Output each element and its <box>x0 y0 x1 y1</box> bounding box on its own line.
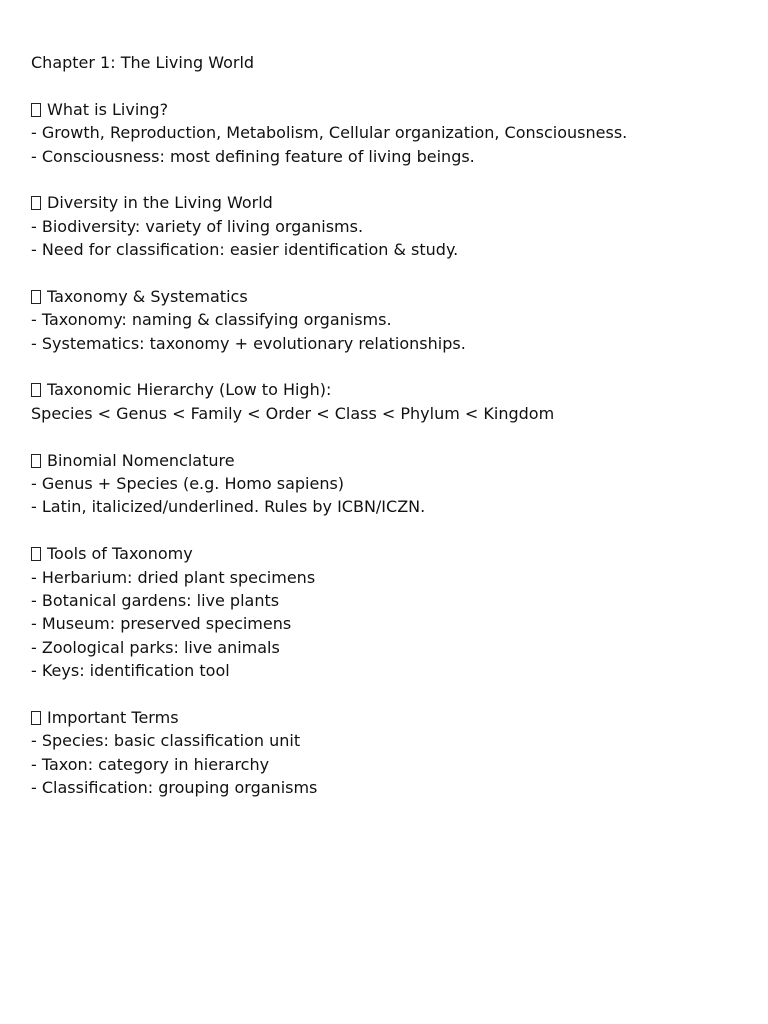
missing-glyph-icon <box>31 547 41 561</box>
section-line: - Taxonomy: naming & classifying organisms. <box>31 310 392 330</box>
document-title: Chapter 1: The Living World <box>31 53 255 72</box>
section-line: - Herbarium: dried plant specimens <box>31 567 316 587</box>
section-line: Species < Genus < Family < Order < Class < Phylum < Kingdom <box>31 403 555 423</box>
section-line: - Genus + Species (e.g. Homo sapiens) <box>31 474 345 494</box>
section-heading <box>31 542 751 565</box>
section-heading-text: Taxonomic Hierarchy (Low to High): <box>47 380 332 400</box>
section-line: - Need for classification: easier identification & study. <box>31 240 459 260</box>
section-line: - Classification: grouping organisms <box>31 778 318 798</box>
spacer <box>31 519 751 542</box>
section-line: - Keys: identification tool <box>31 661 230 681</box>
section-line: - Taxon: category in hierarchy <box>31 754 270 774</box>
section-heading-text: Tools of Taxonomy <box>47 544 193 564</box>
section-line: - Systematics: taxonomy + evolutionary relationships. <box>31 333 466 353</box>
missing-glyph-icon <box>31 711 41 725</box>
section-heading-text: Diversity in the Living World <box>47 193 273 213</box>
section-heading-text: Important Terms <box>47 707 179 727</box>
section-line: - Latin, italicized/underlined. Rules by ICBN/ICZN. <box>31 497 426 517</box>
section-heading <box>31 449 751 472</box>
missing-glyph-icon <box>31 454 41 468</box>
section-line: - Biodiversity: variety of living organisms. <box>31 216 364 236</box>
section-line: - Growth, Reproduction, Metabolism, Cellular organization, Consciousness. <box>31 123 628 143</box>
section-heading <box>31 378 751 401</box>
missing-glyph-icon <box>31 290 41 304</box>
spacer <box>31 355 751 378</box>
section-line: - Consciousness: most defining feature of living beings. <box>31 146 475 166</box>
section-heading-text: Binomial Nomenclature <box>47 450 235 470</box>
section-heading <box>31 191 751 214</box>
spacer <box>31 262 751 285</box>
section-heading-text: Taxonomy & Systematics <box>47 286 248 306</box>
section-heading-text: What is Living? <box>47 99 169 119</box>
spacer <box>31 168 751 191</box>
section-heading <box>31 285 751 308</box>
section-line: - Species: basic classification unit <box>31 731 301 751</box>
section-line: - Museum: preserved specimens <box>31 614 292 634</box>
section-heading <box>31 706 751 729</box>
spacer <box>31 74 751 97</box>
document-page <box>31 51 751 800</box>
missing-glyph-icon <box>31 196 41 210</box>
spacer <box>31 425 751 448</box>
missing-glyph-icon <box>31 383 41 397</box>
missing-glyph-icon <box>31 103 41 117</box>
section-line: - Botanical gardens: live plants <box>31 590 280 610</box>
section-heading <box>31 98 751 121</box>
section-line: - Zoological parks: live animals <box>31 637 280 657</box>
spacer <box>31 683 751 706</box>
